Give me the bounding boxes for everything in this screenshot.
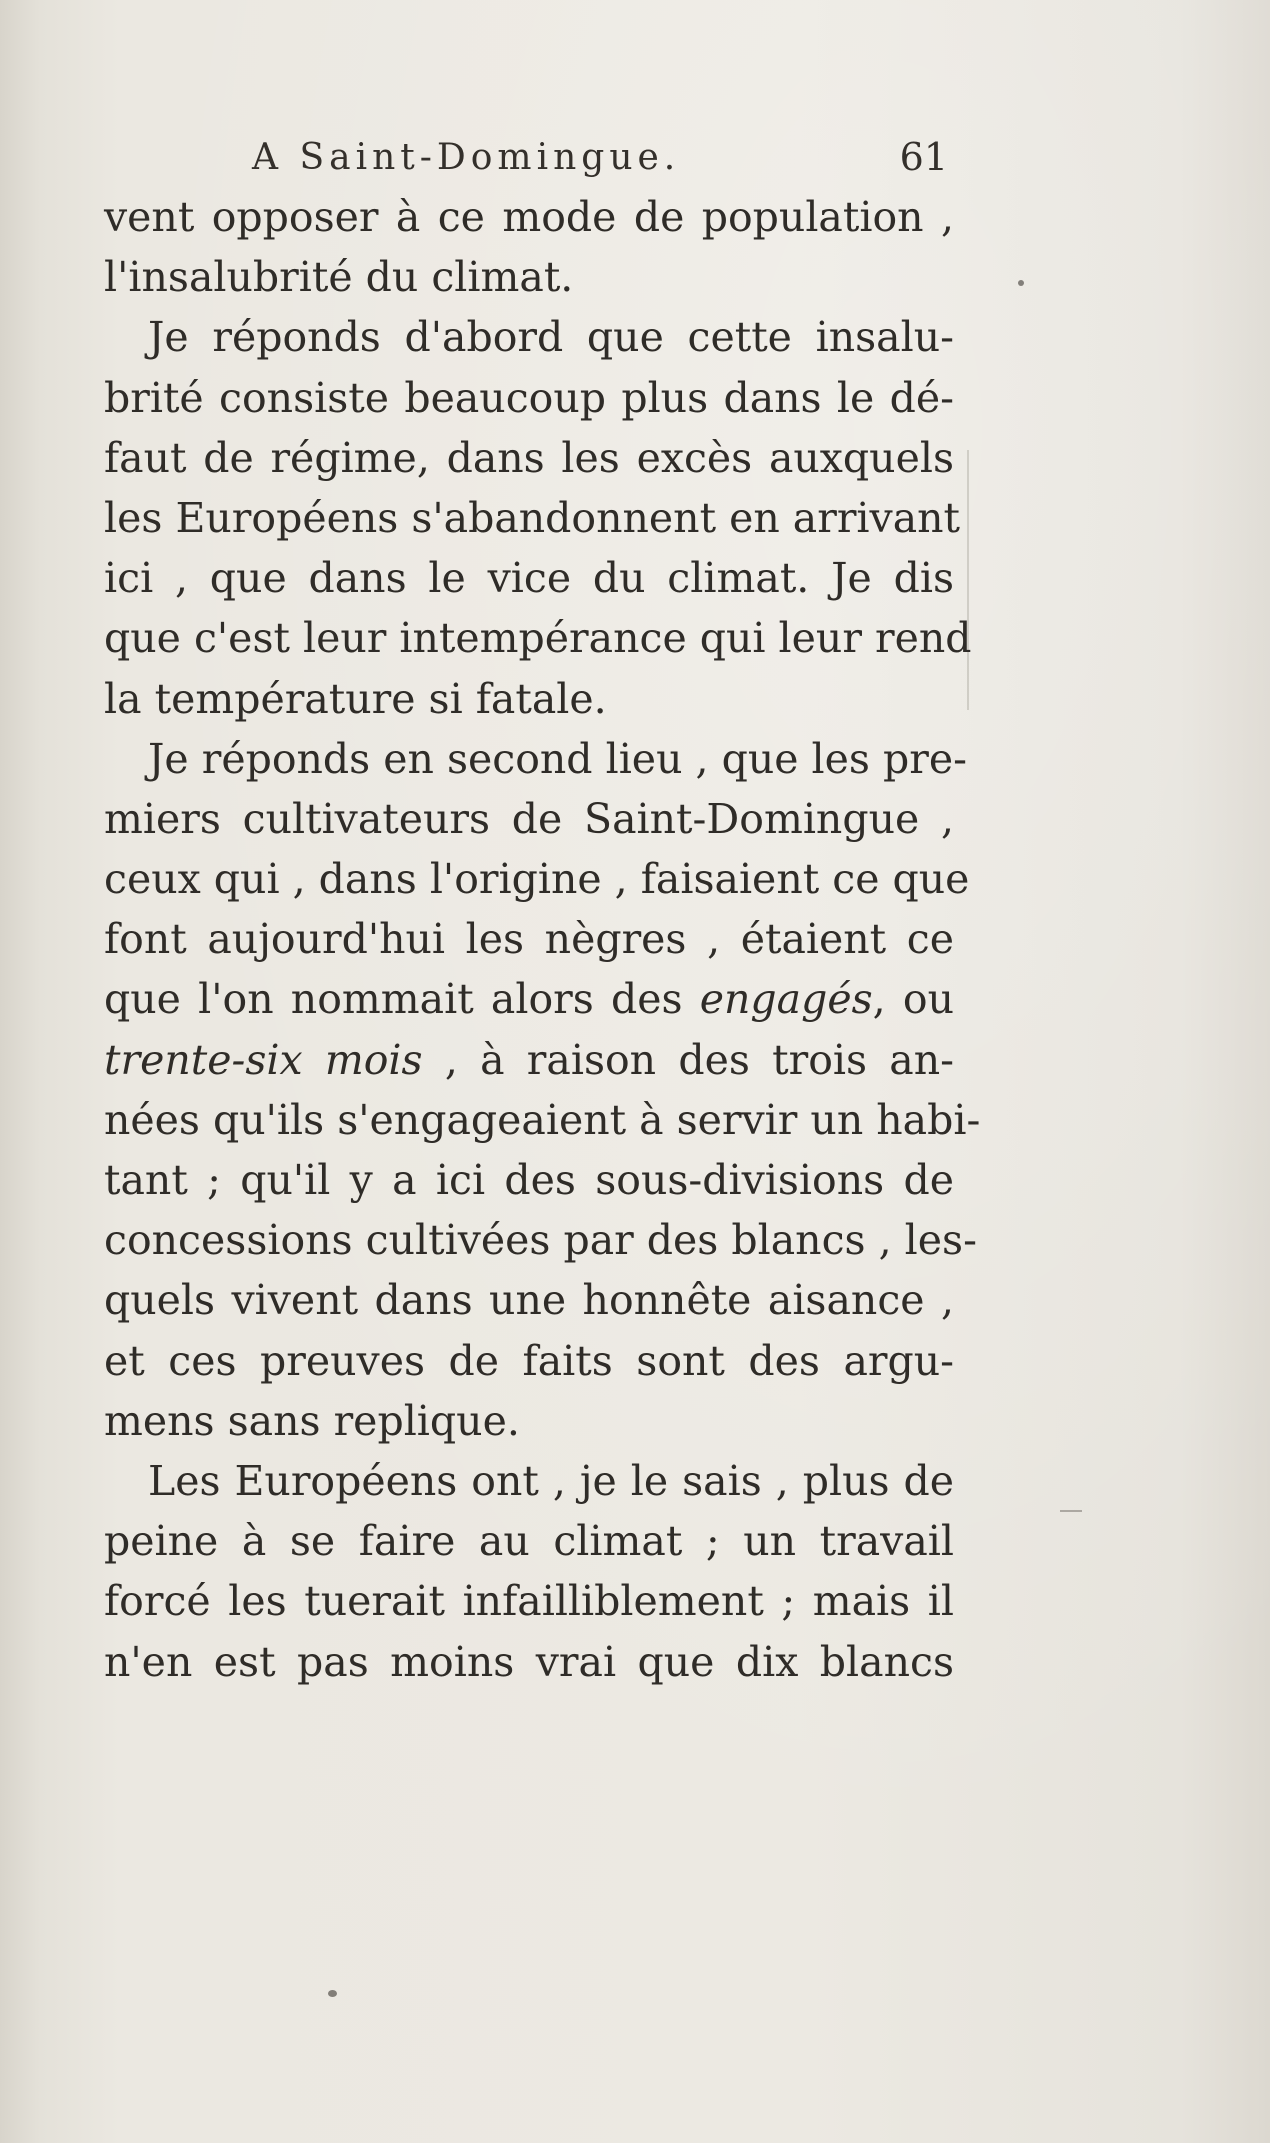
text-line: quels vivent dans une honnête aisance , [104,1276,954,1325]
text-line: l'insalubrité du climat. [104,253,574,302]
text-line: miers cultivateurs de Saint-Domingue , [104,794,954,843]
text-line: la température si fatale. [104,674,607,723]
text-line: ceux qui , dans l'origine , faisaient ce que [104,855,970,904]
text-line: n'en est pas moins vrai que dix blancs [104,1637,954,1686]
text-line: mens sans replique. [104,1396,520,1445]
text-line: peine à se faire au climat ; un travail [104,1517,954,1566]
text-line: forcé les tuerait infailliblement ; mais il [104,1577,954,1626]
text-line: faut de régime, dans les excès auxquels [104,433,954,482]
ink-speck [328,1990,337,1997]
text-segment: que l'on nommait alors des [104,975,700,1024]
text-line: font aujourd'hui les nègres , étaient ce [104,915,954,964]
text-line: concessions cultivées par des blancs , les- [104,1216,977,1265]
text-block [104,125,981,1692]
running-head [104,125,954,181]
text-line: et ces preuves de faits sont des argu- [104,1336,954,1385]
text-line: tant ; qu'il y a ici des sous-divisions de [104,1156,954,1204]
text-line: Les Européens ont , je le sais , plus de [148,1456,954,1505]
margin-dash-mark [1060,1510,1082,1512]
italic-term: engagés [699,975,873,1024]
body-text [104,187,981,1692]
text-line: vent opposer à ce mode de population , [104,193,954,241]
text-line: ici , que dans le vice du climat. Je dis [104,554,954,603]
text-line: Je réponds d'abord que cette insalu- [148,313,954,362]
text-line [104,969,954,1029]
show-through-mark [967,450,969,710]
text-line: Je réponds en second lieu , que les pre- [148,734,967,783]
text-line [104,1030,954,1090]
text-segment: , ou [872,975,954,1024]
text-line: nées qu'ils s'engageaient à servir un habi- [104,1095,981,1144]
page-number: 61 [899,135,948,179]
ink-speck [1018,280,1024,286]
italic-term: trente-six mois [104,1035,423,1084]
text-line: que c'est leur intempérance qui leur rend [104,614,972,663]
text-line: les Européens s'abandonnent en arrivant [104,493,961,542]
text-segment: , à raison des trois an- [422,1035,954,1084]
text-line: brité consiste beaucoup plus dans le dé- [104,373,954,422]
running-title: A Saint-Domingue. [252,137,681,178]
